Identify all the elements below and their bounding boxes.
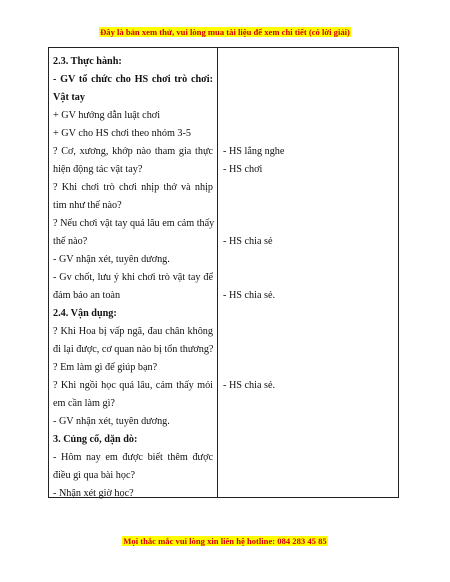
question-line: em cần làm gì? <box>53 398 115 409</box>
student-activity: - HS chơi <box>223 164 263 175</box>
teacher-line: đảm bảo an toàn <box>53 290 121 301</box>
question-line: đi lại được, cơ quan nào bị tổn thương? <box>53 344 214 355</box>
section-heading-review: 3. Củng cố, dặn dò: <box>53 434 138 445</box>
teacher-line: - GV tổ chức cho HS chơi trò chơi: <box>53 74 213 85</box>
student-activity: - HS chia sẻ. <box>223 380 276 391</box>
teacher-line: - Gv chốt, lưu ý khi chơi trò vật tay để <box>53 272 213 283</box>
question-line: ? Khi chơi trò chơi nhịp thở và nhịp <box>53 182 213 193</box>
student-activity: - HS chia sẻ <box>223 236 273 247</box>
lesson-table <box>48 47 399 498</box>
student-activity: - HS chia sẻ. <box>223 290 276 301</box>
teacher-activities-column <box>53 53 213 503</box>
hotline-footer-text: Mọi thắc mắc vui lòng xin liên hệ hotline: 084 283 45 85 <box>123 536 327 546</box>
question-line: ? Cơ, xương, khớp nào tham gia thực <box>53 146 213 157</box>
question-line: ? Khi Hoa bị vấp ngã, đau chân không <box>53 326 213 337</box>
preview-banner-text: Đây là bản xem thử, vui lòng mua tài liệu để xem chi tiết (có lời giải) <box>100 27 350 37</box>
question-line: hiện động tác vật tay? <box>53 164 143 175</box>
question-line: ? Em làm gì để giúp bạn? <box>53 362 158 373</box>
question-line: ? Khi ngồi học quá lâu, cảm thấy mỏi <box>53 380 213 391</box>
teacher-line: - Nhận xét giờ học? <box>53 488 134 499</box>
game-name: Vật tay <box>53 92 85 103</box>
hotline-footer <box>0 536 450 546</box>
question-line: điều gì qua bài học? <box>53 470 136 481</box>
column-divider <box>217 48 218 497</box>
teacher-line: + GV cho HS chơi theo nhóm 3-5 <box>53 128 191 139</box>
student-activity: - HS lắng nghe <box>223 146 285 157</box>
teacher-line: - GV nhận xét, tuyên dương. <box>53 416 170 427</box>
question-line: - Hôm nay em được biết thêm được <box>53 452 213 463</box>
question-line: ? Nếu chơi vật tay quá lâu em cảm thấy <box>53 218 215 229</box>
teacher-line: + GV hướng dẫn luật chơi <box>53 110 161 121</box>
preview-banner <box>0 27 450 37</box>
section-heading-apply: 2.4. Vận dụng: <box>53 308 117 319</box>
section-heading-practice: 2.3. Thực hành: <box>53 56 122 67</box>
teacher-line: - GV nhận xét, tuyên dương. <box>53 254 170 265</box>
question-line: thế nào? <box>53 236 88 247</box>
question-line: tim như thế nào? <box>53 200 122 211</box>
